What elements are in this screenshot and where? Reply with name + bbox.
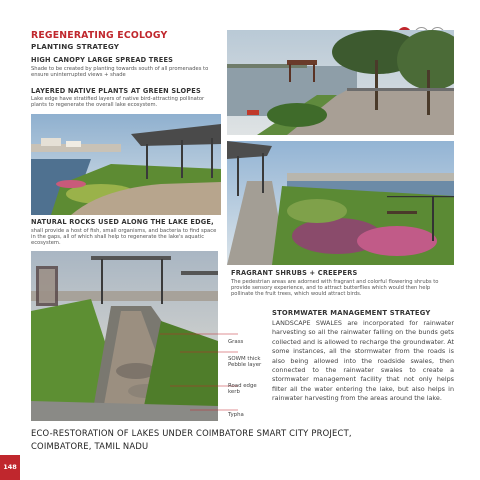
photo-promenade: [227, 30, 454, 135]
photo-shrub-path: [227, 141, 454, 265]
label-road-edge: Road edge kerb: [228, 383, 257, 396]
label-typha: Typha: [228, 412, 244, 418]
rocks-title: NATURAL ROCKS USED ALONG THE LAKE EDGE,: [31, 218, 214, 226]
photo-lake-pavilion: [31, 114, 221, 215]
page-number: 148: [3, 463, 17, 471]
label-grass: Grass: [228, 339, 244, 345]
shrubs-text: The pedestrian areas are adorned with fragrant and colorful flowering shrubs to provide sensory experience, and to attract butterflies which would then help pollinate the fruit trees, which would attract birds.: [231, 279, 439, 298]
section-title: REGENERATING ECOLOGY: [31, 30, 168, 41]
layered-text: Lake edge have stratified layers of native bird-attracting pollinator plants to regenerate the overall lake ecosystem.: [31, 96, 205, 109]
project-title-line2: COIMBATORE, TAMIL NADU: [31, 441, 149, 451]
section-subtitle: PLANTING STRATEGY: [31, 42, 120, 51]
project-title-line1: ECO-RESTORATION OF LAKES UNDER COIMBATORE SMART CITY PROJECT,: [31, 428, 352, 438]
shrubs-title: FRAGRANT SHRUBS + CREEPERS: [231, 269, 358, 277]
stormwater-text: LANDSCAPE SWALES are incorporated for rainwater harvesting so all the rainwater falling on the bunds gets collected and is allowed to recharge the groundwater. At some instances, all the stormwater from the roads is also being allowed into the roadside swales, then connected to the rainwater swales to create a stormwater management facility that not only helps filter all the water entering the lake, but also helps in rainwater harvesting from the areas around the lake.: [272, 319, 454, 403]
canopy-text: Shade to be created by planting towards south of all promenades to ensure uninterrupted views + shade: [31, 66, 209, 79]
rocks-text: shall provide a host of fish, small organisms, and bacteria to find space in the gaps, all of which shall help to regenerate the lake's aquatic ecosystem.: [31, 228, 217, 247]
leader-lines: [150, 330, 240, 420]
label-sowm: SOWM thick Pebble layer: [228, 356, 262, 369]
canopy-title: HIGH CANOPY LARGE SPREAD TREES: [31, 56, 174, 64]
stormwater-title: STORMWATER MANAGEMENT STRATEGY: [272, 309, 431, 317]
layered-title: LAYERED NATIVE PLANTS AT GREEN SLOPES: [31, 87, 201, 95]
